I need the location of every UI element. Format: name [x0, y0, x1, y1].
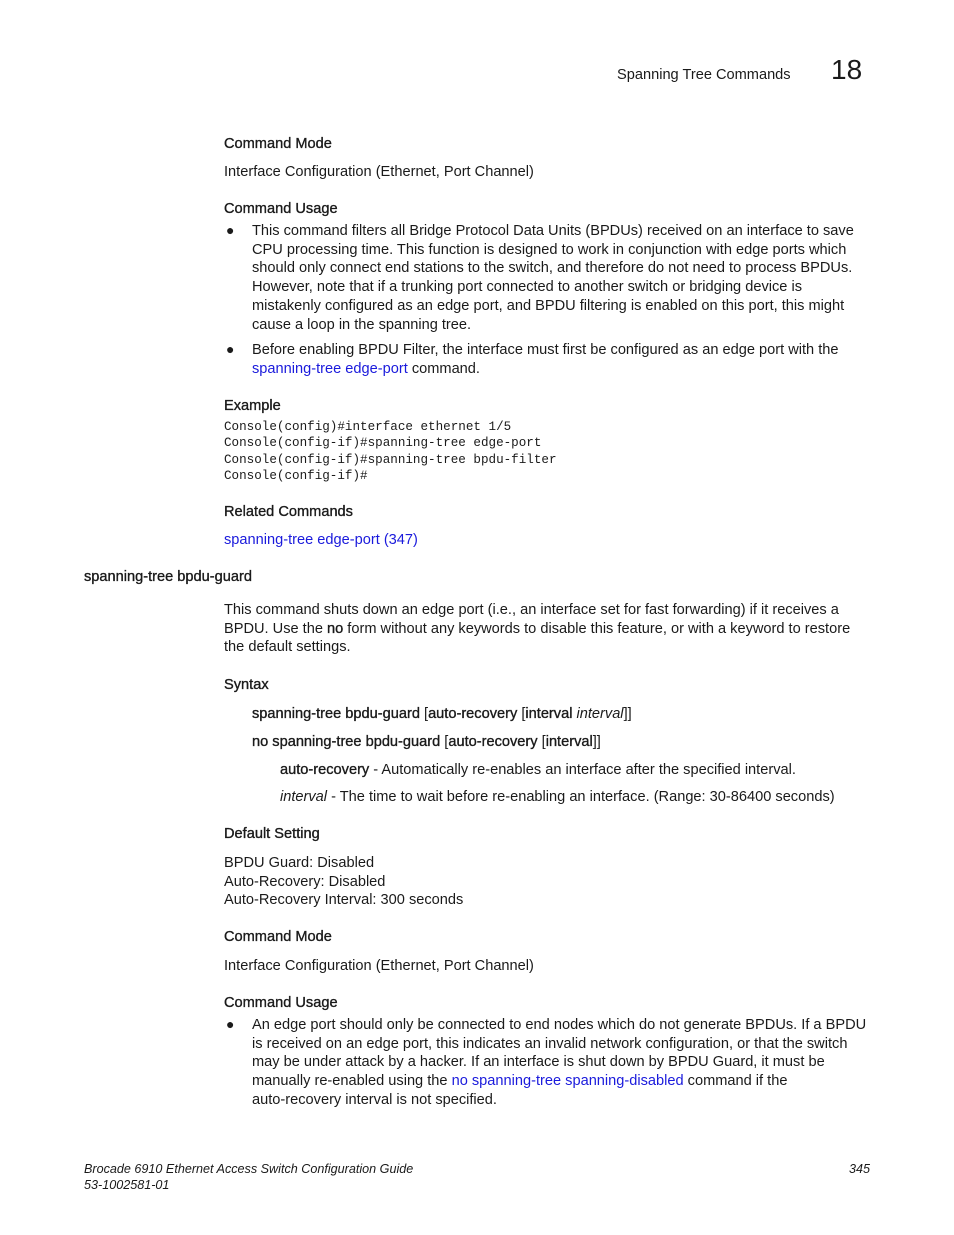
bracket: ]]	[623, 706, 632, 722]
example-heading: Example	[224, 398, 281, 414]
default-line: BPDU Guard: Disabled	[224, 855, 375, 871]
usage-line: should only connect end stations to the switch, and therefore do not need to process BPDUs.	[252, 260, 853, 277]
parameter-name: interval	[280, 789, 328, 805]
usage-line: This command filters all Bridge Protocol Data Units (BPDUs) received on an interface to save	[252, 223, 854, 239]
description-line: This command shuts down an edge port (i.e., an interface set for fast forwarding) if it receives a	[224, 602, 839, 618]
desc-text: BPDU. Use the	[224, 620, 328, 637]
related-commands-heading: Related Commands	[224, 504, 353, 520]
command-mode-text: Interface Configuration (Ethernet, Port Channel)	[224, 958, 534, 974]
interval-keyword: interval	[545, 734, 593, 750]
interval-argument: interval	[572, 706, 624, 722]
description-line: the default settings.	[224, 639, 351, 656]
usage-line: may be under attack by a hacker. If an interface is shut down by BPDU Guard, it must be	[252, 1054, 825, 1071]
bracket: [	[517, 706, 526, 722]
footer-doc-number: 53-1002581-01	[84, 1178, 170, 1192]
usage-line	[252, 1072, 872, 1091]
usage-bullet-1	[252, 222, 872, 334]
code-line: Console(config-if)#	[224, 468, 368, 483]
description-line	[224, 620, 850, 639]
usage-line: An edge port should only be connected to end nodes which do not generate BPDUs. If a BPDU	[252, 1017, 867, 1033]
default-line: Auto-Recovery Interval: 300 seconds	[224, 892, 464, 909]
code-line: Console(config-if)#spanning-tree bpdu-filter	[224, 452, 557, 467]
auto-recovery-keyword: auto-recovery	[428, 706, 518, 722]
command-mode-heading: Command Mode	[224, 929, 332, 945]
bullet-icon: ●	[226, 341, 235, 357]
parameter-description: - Automatically re-enables an interface after the specified interval.	[369, 762, 796, 778]
bullet-icon: ●	[226, 222, 235, 238]
usage-line: mistakenly configured as an edge port, and BPDU filtering is enabled on this port, this might	[252, 297, 845, 314]
usage-text: command if the	[683, 1073, 788, 1090]
bullet-icon: ●	[226, 1016, 235, 1032]
running-header-title: Spanning Tree Commands	[617, 67, 791, 83]
command-mode-text: Interface Configuration (Ethernet, Port Channel)	[224, 164, 534, 180]
related-command-link[interactable]: spanning-tree edge-port (347)	[224, 532, 418, 548]
usage-bullet	[252, 1016, 872, 1110]
example-code-block	[224, 419, 557, 484]
syntax-line-2	[252, 733, 601, 752]
usage-line	[252, 360, 872, 379]
usage-text: manually re-enabled using the	[252, 1073, 452, 1090]
default-line: Auto-Recovery: Disabled	[224, 873, 386, 890]
usage-line: cause a loop in the spanning tree.	[252, 316, 472, 333]
auto-recovery-keyword: auto-recovery	[448, 734, 538, 750]
parameter-description: - The time to wait before re-enabling an interface. (Range: 30-86400 seconds)	[327, 789, 835, 805]
bracket: [	[537, 734, 546, 750]
syntax-heading: Syntax	[224, 677, 269, 693]
syntax-command: no spanning-tree bpdu-guard	[252, 734, 441, 750]
code-line: Console(config-if)#spanning-tree edge-port	[224, 436, 542, 451]
interval-keyword: interval	[525, 706, 573, 722]
command-usage-heading: Command Usage	[224, 201, 338, 217]
code-line: Console(config)#interface ethernet 1/5	[224, 420, 512, 434]
parameter-interval	[280, 788, 835, 807]
command-usage-heading: Command Usage	[224, 995, 338, 1011]
default-setting-list	[224, 854, 463, 910]
footer-page-number: 345	[849, 1162, 871, 1176]
usage-line: CPU processing time. This function is designed to work in conjunction with edge ports which	[252, 241, 847, 258]
parameter-auto-recovery	[280, 761, 796, 780]
parameter-name: auto-recovery	[280, 762, 370, 778]
no-keyword: no	[327, 620, 344, 637]
spanning-disabled-link[interactable]: no spanning-tree spanning-disabled	[451, 1073, 684, 1090]
chapter-number: 18	[831, 54, 863, 85]
syntax-line-1	[252, 705, 632, 724]
usage-line: auto-recovery interval is not specified.	[252, 1091, 497, 1108]
bracket: ]]	[592, 734, 601, 750]
syntax-command: spanning-tree bpdu-guard	[252, 706, 420, 722]
edge-port-link[interactable]: spanning-tree edge-port	[252, 360, 408, 377]
usage-line: However, note that if a trunking port connected to another switch or bridging device is	[252, 279, 803, 296]
bracket: [	[419, 706, 429, 722]
default-setting-heading: Default Setting	[224, 826, 320, 842]
command-mode-heading: Command Mode	[224, 136, 332, 152]
desc-text: form without any keywords to disable this feature, or with a keyword to restore	[343, 620, 851, 637]
command-title: spanning-tree bpdu-guard	[84, 569, 252, 585]
footer-doc-title: Brocade 6910 Ethernet Access Switch Configuration Guide	[84, 1162, 414, 1176]
usage-line: Before enabling BPDU Filter, the interface must first be configured as an edge port with the	[252, 342, 839, 358]
usage-bullet-2	[252, 341, 872, 378]
command-description	[224, 601, 850, 657]
usage-tail: command.	[407, 360, 480, 377]
usage-line: is received on an edge port, this indicates an invalid network configuration, or that the switch	[252, 1035, 848, 1052]
bracket: [	[440, 734, 449, 750]
